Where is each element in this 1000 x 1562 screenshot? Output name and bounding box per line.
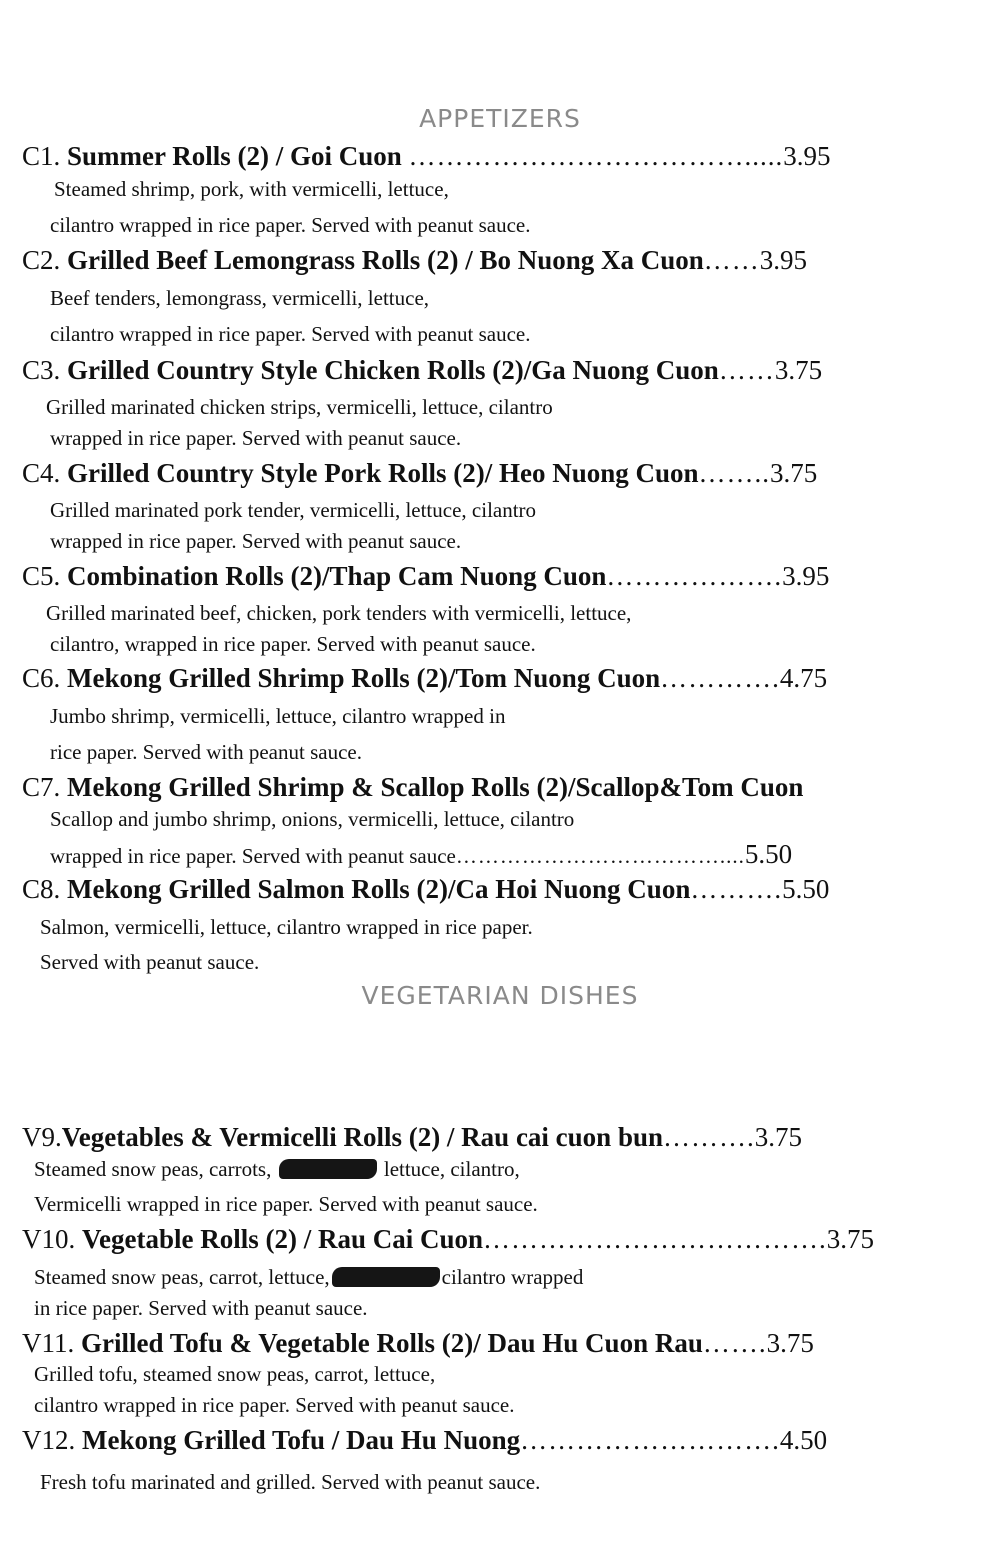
item-code: C2. xyxy=(22,245,61,275)
item-description-text: lettuce, cilantro, xyxy=(383,1157,520,1181)
item-name: Grilled Beef Lemongrass Rolls (2) / Bo Nuong Xa Cuon xyxy=(67,245,704,275)
item-name: Mekong Grilled Shrimp & Scallop Rolls (2)/Scallop&Tom Cuon xyxy=(67,772,804,802)
item-description: Steamed shrimp, pork, with vermicelli, lettuce, xyxy=(54,177,449,201)
vegetarian-heading: VEGETARIAN DISHES xyxy=(361,981,639,1010)
leader-dots: ………………. xyxy=(606,561,783,591)
item-description: Grilled marinated pork tender, vermicelli, lettuce, cilantro xyxy=(50,498,537,522)
item-price: 3.95 xyxy=(759,245,808,275)
item-name: Grilled Tofu & Vegetable Rolls (2)/ Dau Hu Cuon Rau xyxy=(81,1328,703,1358)
menu-item-v9 xyxy=(22,1121,802,1153)
item-code: C7. xyxy=(22,772,61,802)
item-description: Salmon, vermicelli, lettuce, cilantro wrapped in rice paper. xyxy=(40,915,533,939)
item-description: Scallop and jumbo shrimp, onions, vermicelli, lettuce, cilantro xyxy=(50,807,575,831)
menu-item-v10 xyxy=(22,1223,874,1255)
item-price: 5.50 xyxy=(782,874,830,904)
item-description: in rice paper. Served with peanut sauce. xyxy=(34,1296,368,1320)
item-name: Mekong Grilled Salmon Rolls (2)/Ca Hoi Nuong Cuon xyxy=(67,874,691,904)
item-description-text: Steamed snow peas, carrot, lettuce, xyxy=(34,1265,330,1289)
item-price: 3.75 xyxy=(774,355,823,385)
menu-item-c7 xyxy=(22,771,803,803)
item-code: C6. xyxy=(22,663,61,693)
item-description: Fresh tofu marinated and grilled. Served with peanut sauce. xyxy=(40,1470,541,1494)
item-code: V10. xyxy=(22,1224,76,1254)
item-code: V12. xyxy=(22,1425,76,1455)
item-description: cilantro wrapped in rice paper. Served with peanut sauce. xyxy=(50,322,531,346)
item-price: 4.50 xyxy=(779,1425,828,1455)
menu-item-c8 xyxy=(22,873,829,905)
leader-dots: ………………………………. xyxy=(483,1224,827,1254)
item-name: Vegetable Rolls (2) / Rau Cai Cuon xyxy=(82,1224,484,1254)
item-description xyxy=(50,841,792,869)
item-price: 3.75 xyxy=(766,1328,814,1358)
item-price: 3.75 xyxy=(754,1122,803,1152)
item-description: Served with peanut sauce. xyxy=(40,950,260,974)
item-price: 3.95 xyxy=(782,561,830,591)
leader-dots: …… xyxy=(703,245,760,275)
item-name: Mekong Grilled Shrimp Rolls (2)/Tom Nuong Cuon xyxy=(67,663,661,693)
item-description: Grilled marinated beef, chicken, pork tenders with vermicelli, lettuce, xyxy=(46,601,632,625)
item-description: cilantro, wrapped in rice paper. Served with peanut sauce. xyxy=(50,632,536,656)
leader-dots: ……………………………….... xyxy=(455,844,745,868)
leader-dots: …… xyxy=(718,355,775,385)
item-code: V11. xyxy=(22,1328,75,1358)
item-code: C8. xyxy=(22,874,61,904)
item-code: C3. xyxy=(22,355,61,385)
item-description xyxy=(34,1264,583,1290)
item-code: C5. xyxy=(22,561,61,591)
item-description: Grilled marinated chicken strips, vermicelli, lettuce, cilantro xyxy=(46,395,553,419)
leader-dots: ………………………. xyxy=(520,1425,780,1455)
item-description: Vermicelli wrapped in rice paper. Served with peanut sauce. xyxy=(34,1192,538,1216)
leader-dots: …………. xyxy=(660,663,780,693)
item-code: V9. xyxy=(22,1122,62,1152)
item-description xyxy=(34,1156,520,1182)
item-name: Summer Rolls (2) / Goi Cuon xyxy=(67,141,402,171)
item-name: Mekong Grilled Tofu / Dau Hu Nuong xyxy=(82,1425,521,1455)
item-code: C1. xyxy=(22,141,61,171)
item-name: Grilled Country Style Pork Rolls (2)/ Heo Nuong Cuon xyxy=(67,458,699,488)
item-price: 5.50 xyxy=(744,839,793,869)
item-description-text: wrapped in rice paper. Served with peanut sauce xyxy=(50,844,456,868)
item-price: 3.75 xyxy=(826,1224,875,1254)
redaction-mark xyxy=(332,1267,440,1287)
item-description: Grilled tofu, steamed snow peas, carrot, lettuce, xyxy=(34,1362,436,1386)
item-description-text: Steamed snow peas, carrots, xyxy=(34,1157,272,1181)
item-price: 3.75 xyxy=(770,458,818,488)
leader-dots: ……. xyxy=(702,1328,767,1358)
redaction-mark xyxy=(279,1159,377,1179)
item-description: Beef tenders, lemongrass, vermicelli, lettuce, xyxy=(50,286,430,310)
menu-item-c3 xyxy=(22,354,822,386)
item-name: Vegetables & Vermicelli Rolls (2) / Rau cai cuon bun xyxy=(61,1122,664,1152)
leader-dots: ………………………………..... xyxy=(408,141,784,171)
menu-item-c5 xyxy=(22,560,829,592)
item-description: Jumbo shrimp, vermicelli, lettuce, cilantro wrapped in xyxy=(50,704,506,728)
item-description: cilantro wrapped in rice paper. Served with peanut sauce. xyxy=(50,213,531,237)
item-description: wrapped in rice paper. Served with peanut sauce. xyxy=(50,426,462,450)
menu-item-v11 xyxy=(22,1327,814,1359)
item-description-text: cilantro wrapped xyxy=(441,1265,584,1289)
leader-dots: …….. xyxy=(698,458,771,488)
leader-dots: ………. xyxy=(663,1122,755,1152)
item-name: Grilled Country Style Chicken Rolls (2)/Ga Nuong Cuon xyxy=(67,355,719,385)
menu-item-v12 xyxy=(22,1424,827,1456)
appetizers-heading: APPETIZERS xyxy=(419,104,581,133)
item-name: Combination Rolls (2)/Thap Cam Nuong Cuon xyxy=(67,561,607,591)
menu-item-c2 xyxy=(22,244,807,276)
leader-dots: ………. xyxy=(690,874,783,904)
item-description: wrapped in rice paper. Served with peanut sauce. xyxy=(50,529,462,553)
item-description: rice paper. Served with peanut sauce. xyxy=(50,740,362,764)
item-description: cilantro wrapped in rice paper. Served with peanut sauce. xyxy=(34,1393,515,1417)
item-price: 4.75 xyxy=(779,663,828,693)
menu-item-c1 xyxy=(22,140,831,172)
item-code: C4. xyxy=(22,458,61,488)
item-price: 3.95 xyxy=(783,141,831,171)
menu-item-c6 xyxy=(22,662,827,694)
menu-item-c4 xyxy=(22,457,817,489)
